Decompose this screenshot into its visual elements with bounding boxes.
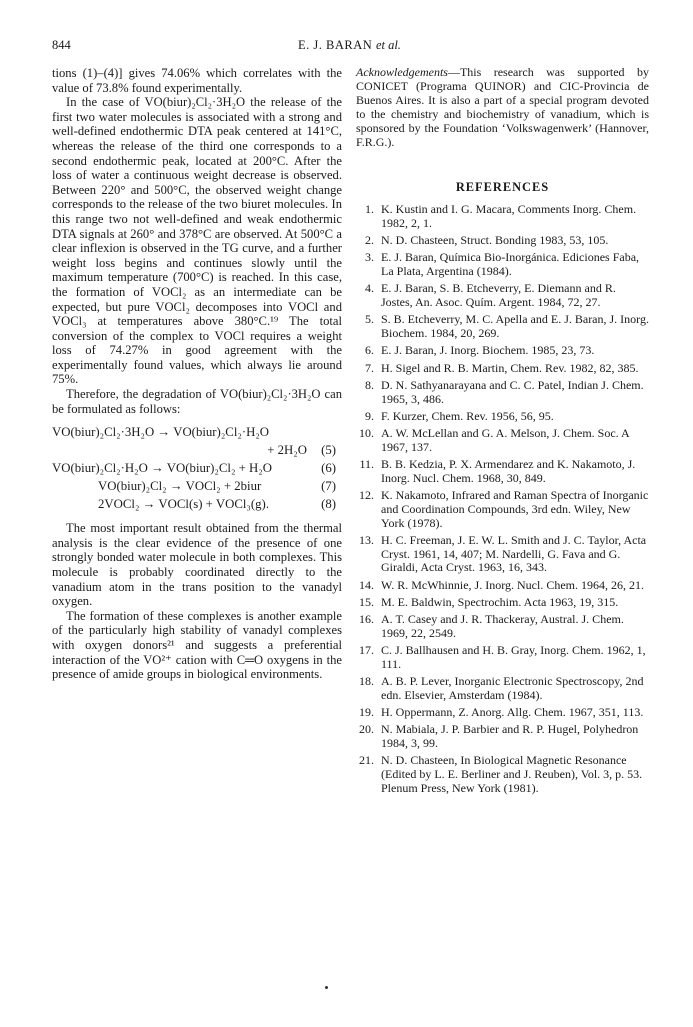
- reference-item: [356, 313, 649, 341]
- equation-5-rhs: + 2H₂O: [267, 443, 307, 458]
- references-heading: REFERENCES: [455, 180, 550, 195]
- reference-number: 20.: [359, 721, 374, 736]
- equation-5-number: (5): [321, 443, 336, 458]
- reference-text: H. C. Freeman, J. E. W. L. Smith and J. C. Taylor, Acta Cryst. 1961, 14, 407; M. Nardelli, G. Fava and G. Giraldi, Acta Cryst. 1963, 16, 343.: [381, 532, 647, 575]
- equation-5-lhs: VO(biur)₂Cl₂·3H₂O → VO(biur)₂Cl₂·H₂O: [52, 425, 270, 440]
- equation-8-number: (8): [321, 497, 336, 512]
- reference-text: E. J. Baran, Química Bio-Inorgánica. Ediciones Faba, La Plata, Argentina (1984).: [381, 250, 640, 279]
- reference-number: 9.: [365, 408, 374, 423]
- reference-item: [356, 579, 649, 593]
- reference-number: 17.: [359, 642, 374, 657]
- equation-8-text: 2VOCl₂ → VOCl(s) + VOCl₃(g).: [98, 497, 270, 512]
- reference-item: [356, 379, 649, 407]
- reference-text: M. E. Baldwin, Spectrochim. Acta 1963, 19, 315.: [381, 594, 619, 609]
- reference-item: [356, 723, 649, 751]
- reference-text: N. D. Chasteen, Struct. Bonding 1983, 53, 105.: [381, 233, 609, 248]
- reference-item: [356, 427, 649, 455]
- reference-number: 4.: [365, 281, 374, 296]
- reference-number: 13.: [359, 532, 374, 547]
- equation-7: [52, 477, 342, 495]
- equation-6: [52, 459, 342, 477]
- acknowledgements-text: —This research was supported by CONICET (Programa QUINOR) and CIC-Provincia de Buenos Aires. It is also a part of a special program devoted to the chemistry and biochemistry of vanadium, which is sponsored by the Foundation ‘Volkswagenwerk’ (Hannover, F.R.G.).: [356, 65, 649, 149]
- right-column: [356, 66, 649, 799]
- reference-item: [356, 344, 649, 358]
- reference-number: 19.: [359, 704, 374, 719]
- reference-text: K. Kustin and I. G. Macara, Comments Inorg. Chem. 1982, 2, 1.: [381, 202, 637, 231]
- reference-number: 7.: [365, 360, 374, 375]
- reference-item: [356, 489, 649, 531]
- reference-number: 2.: [365, 233, 374, 248]
- reference-text: E. J. Baran, J. Inorg. Biochem. 1985, 23, 73.: [381, 343, 595, 358]
- reference-text: K. Nakamoto, Infrared and Raman Spectra of Inorganic and Coordination Compounds, 3rd edn. Wiley, New York (1978).: [381, 487, 649, 530]
- reference-number: 15.: [359, 594, 374, 609]
- reference-number: 11.: [359, 456, 374, 471]
- reference-text: H. Sigel and R. B. Martin, Chem. Rev. 1982, 82, 385.: [381, 360, 639, 375]
- reference-text: A. B. P. Lever, Inorganic Electronic Spectroscopy, 2nd edn. Elsevier, Amsterdam (1984).: [381, 673, 644, 702]
- reference-number: 18.: [359, 673, 374, 688]
- reference-number: 6.: [365, 343, 374, 358]
- reference-item: [356, 534, 649, 576]
- acknowledgements-label: Acknowledgements: [356, 65, 448, 79]
- reference-text: B. B. Kedzia, P. X. Armendarez and K. Nakamoto, J. Inorg. Nucl. Chem. 1968, 30, 849.: [381, 456, 636, 485]
- reference-text: C. J. Ballhausen and H. B. Gray, Inorg. Chem. 1962, 1, 111.: [381, 642, 646, 671]
- end-mark: [325, 986, 328, 989]
- reference-number: 12.: [359, 487, 374, 502]
- equations: [52, 423, 342, 513]
- running-head-etal: et al.: [375, 38, 401, 52]
- paragraph-4: The most important result obtained from the thermal analysis is the clear evidence of the presence of one strongly bonded water molecule in both complexes. This molecule is probably coordinated directly to the vanadium atom in the trans position to the vanadyl oxygen.: [52, 521, 342, 609]
- running-head-authors: E. J. BARAN: [298, 38, 373, 52]
- equation-5-line-2: [52, 441, 342, 459]
- reference-item: [356, 251, 649, 279]
- reference-item: [356, 362, 649, 376]
- equation-5-line-1: [52, 423, 342, 441]
- reference-number: 14.: [359, 577, 374, 592]
- reference-text: A. T. Casey and J. R. Thackeray, Austral. J. Chem. 1969, 22, 2549.: [381, 611, 624, 640]
- reference-text: W. R. McWhinnie, J. Inorg. Nucl. Chem. 1964, 26, 21.: [381, 577, 644, 592]
- reference-number: 3.: [365, 250, 374, 265]
- running-header: [52, 38, 647, 54]
- reference-item: [356, 613, 649, 641]
- reference-text: F. Kurzer, Chem. Rev. 1956, 56, 95.: [381, 408, 554, 423]
- reference-text: H. Oppermann, Z. Anorg. Allg. Chem. 1967, 351, 113.: [381, 704, 644, 719]
- reference-text: N. D. Chasteen, In Biological Magnetic Resonance (Edited by L. E. Berliner and J. Reuben), Vol. 3, p. 53. Plenum Press, New York (1981).: [381, 752, 643, 795]
- paragraph-2: In the case of VO(biur)₂Cl₂·3H₂O the release of the first two water molecules is associated with a strong and well-defined endothermic DTA peak centered at 141°C, whereas the release of the third one corresponds to a second endothermic peak, located at 200°C. After the loss of water a continuous weight decrease is observed. Between 220° and 500°C, the observed weight change corresponds to the release of the two biuret molecules. In this range two not well-defined and weak endothermic DTA signals at 260° and 378°C are observed. At 500°C a clear inflexion is observed in the TG curve, and a further weight loss begins and continues slowly until the maximum temperature (700°C) is reached. In this case, the formation of VOCl₂ as an intermediate can be expected, but pure VOCl₂ decomposes into VOCl and VOCl₃ at temperatures above 380°C.¹⁹ The total conversion of the complex to VOCl requires a weight loss of 74.27% in good agreement with the experimentally found values, which always lie around 75%.: [52, 95, 342, 387]
- reference-number: 5.: [365, 312, 374, 327]
- reference-item: [356, 458, 649, 486]
- paragraph-3: Therefore, the degradation of VO(biur)₂Cl₂·3H₂O can be formulated as follows:: [52, 387, 342, 416]
- reference-text: A. W. McLellan and G. A. Melson, J. Chem. Soc. A 1967, 137.: [381, 425, 629, 454]
- reference-text: N. Mabiala, J. P. Barbier and R. P. Hugel, Polyhedron 1984, 3, 99.: [381, 721, 639, 750]
- reference-item: [356, 706, 649, 720]
- reference-item: [356, 754, 649, 796]
- equation-8: [52, 495, 342, 513]
- running-head: [52, 38, 647, 53]
- equation-6-text: VO(biur)₂Cl₂·H₂O → VO(biur)₂Cl₂ + H₂O: [52, 461, 272, 476]
- reference-item: [356, 282, 649, 310]
- reference-item: [356, 203, 649, 231]
- reference-text: S. B. Etcheverry, M. C. Apella and E. J. Baran, J. Inorg. Biochem. 1984, 20, 269.: [381, 312, 649, 341]
- paragraph-1: tions (1)–(4)] gives 74.06% which correlates with the value of 73.8% found experimentally.: [52, 66, 342, 95]
- reference-item: [356, 675, 649, 703]
- references-list: [356, 203, 649, 795]
- equation-7-text: VO(biur)₂Cl₂ → VOCl₂ + 2biur: [98, 479, 262, 494]
- reference-text: D. N. Sathyanarayana and C. C. Patel, Indian J. Chem. 1965, 3, 486.: [381, 377, 644, 406]
- reference-item: [356, 234, 649, 248]
- reference-item: [356, 596, 649, 610]
- reference-number: 21.: [359, 752, 374, 767]
- reference-text: E. J. Baran, S. B. Etcheverry, E. Diemann and R. Jostes, An. Asoc. Quím. Argent. 1984, 72, 27.: [381, 281, 616, 310]
- equation-7-number: (7): [321, 479, 336, 494]
- reference-item: [356, 410, 649, 424]
- reference-number: 10.: [359, 425, 374, 440]
- left-column: [52, 66, 342, 682]
- reference-number: 8.: [365, 377, 374, 392]
- acknowledgements: [356, 66, 649, 149]
- reference-number: 1.: [365, 202, 374, 217]
- page-number: 844: [52, 38, 71, 52]
- reference-item: [356, 644, 649, 672]
- equation-6-number: (6): [321, 461, 336, 476]
- reference-number: 16.: [359, 611, 374, 626]
- paragraph-5: The formation of these complexes is another example of the particularly high stability of vanadyl complexes with oxygen donors²¹ and suggests a preferential interaction of the VO²⁺ cation with C═O oxygens in the presence of amide groups in biological environments.: [52, 608, 342, 682]
